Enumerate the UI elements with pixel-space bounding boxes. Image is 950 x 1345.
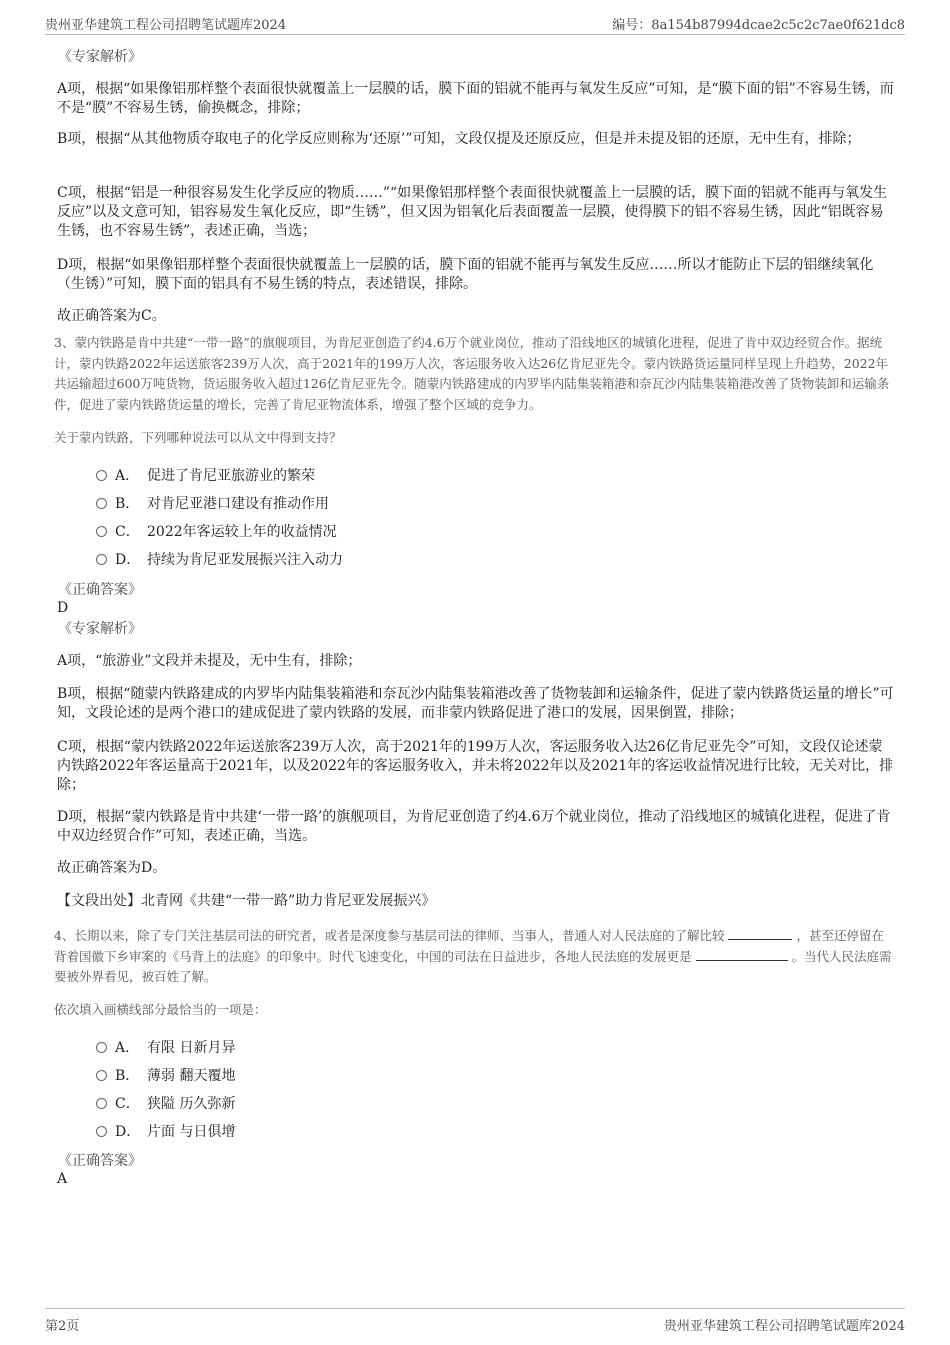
q4-passage-part-2: ，甚至还停留在背着国徽下乡审案的《马背上的法庭》的印象中。时代飞速变化，中国的司法在日益进步，各地人民法庭的发展更是 xyxy=(54,928,884,964)
radio-icon[interactable] xyxy=(96,1042,107,1053)
q3-answer-label: 《正确答案》 xyxy=(58,582,142,598)
option-letter: A． xyxy=(115,468,140,484)
option-text: 2022年客运较上年的收益情况 xyxy=(147,524,337,540)
q4-passage-part-1: 4、长期以来，除了专门关注基层司法的研究者，或者是深度参与基层司法的律师、当事人，普通人对人民法庭的了解比较 xyxy=(54,928,725,943)
option-letter: C． xyxy=(115,524,140,540)
radio-icon[interactable] xyxy=(96,1070,107,1081)
option-letter: B． xyxy=(115,496,140,512)
q4-answer-label: 《正确答案》 xyxy=(58,1153,142,1169)
page-footer xyxy=(45,1308,905,1335)
q3-conclusion: 故正确答案为D。 xyxy=(57,860,167,876)
page-header xyxy=(45,14,905,35)
q3-analysis-c: C项，根据“蒙内铁路2022年运送旅客239万人次，高于2021年的199万人次，客运服务收入达26亿肯尼亚先令”可知，文段仅论述蒙内铁路2022年客运量高于2021年，以及2022年的客运服务收入，并未将2022年以及2021年的客运收益情况进行比较，无关对比，排除； xyxy=(57,739,894,793)
q2-analysis-d: D项，根据“如果像铝那样整个表面很快就覆盖上一层膜的话，膜下面的铝就不能再与氧发生反应……所以才能防止下层的铝继续氧化（生锈）”可知，膜下面的铝具有不易生锈的特点，表述错误，排除。 xyxy=(57,257,874,292)
q3-source: 【文段出处】北青网《共建“一带一路”助力肯尼亚发展振兴》 xyxy=(57,893,436,909)
option-text: 薄弱 翻天覆地 xyxy=(147,1068,236,1084)
radio-icon[interactable] xyxy=(96,1126,107,1137)
q4-answer: A xyxy=(57,1171,68,1187)
q3-option-d[interactable] xyxy=(96,549,343,571)
page-number: 第2页 xyxy=(45,1319,80,1334)
q3-option-a[interactable] xyxy=(96,465,315,487)
q4-question: 依次填入画横线部分最恰当的一项是： xyxy=(54,1002,267,1017)
option-letter: D． xyxy=(115,552,141,568)
option-text: 有限 日新月异 xyxy=(147,1040,236,1056)
q4-option-b[interactable] xyxy=(96,1065,235,1087)
option-letter: C． xyxy=(115,1096,140,1112)
footer-title: 贵州亚华建筑工程公司招聘笔试题库2024 xyxy=(663,1319,905,1334)
radio-icon[interactable] xyxy=(96,1098,107,1109)
option-text: 促进了肯尼亚旅游业的繁荣 xyxy=(147,468,315,484)
header-serial-number: 编号：8a154b87994dcae2c5c2c7ae0f621dc8 xyxy=(612,18,905,33)
option-letter: B． xyxy=(115,1068,140,1084)
radio-icon[interactable] xyxy=(96,498,107,509)
q4-passage-part-3: 。当代人民法庭需要被外界看见，被百姓了解。 xyxy=(54,948,892,984)
q4-option-c[interactable] xyxy=(96,1093,235,1115)
q3-question: 关于蒙内铁路，下列哪种说法可以从文中得到支持？ xyxy=(54,430,342,445)
q3-option-c[interactable] xyxy=(96,521,337,543)
q2-analysis-b: B项，根据“从其他物质夺取电子的化学反应则称为‘还原’”可知，文段仅提及还原反应，但是并未提及铝的还原，无中生有，排除； xyxy=(57,131,861,147)
q3-analysis-label: 《专家解析》 xyxy=(58,621,142,637)
q4-passage xyxy=(54,926,896,988)
radio-icon[interactable] xyxy=(96,526,107,537)
q3-passage: 3、蒙内铁路是肯中共建“一带一路”的旗舰项目，为肯尼亚创造了约4.6万个就业岗位，推动了沿线地区的城镇化进程，促进了肯中双边经贸合作。据统计，蒙内铁路2022年运送旅客239万人次，高于2021年的199万人次，客运服务收入达26亿肯尼亚先令。蒙内铁路货运量同样呈现上升趋势，2022年共运输超过600万吨货物，货运服务收入超过126亿肯尼亚先令。随蒙内铁路建成的内罗毕内陆集装箱港和奈瓦沙内陆集装箱港改善了货物装卸和运输条件，促进了蒙内铁路货运量的增长，完善了肯尼亚物流体系，增强了整个区域的竞争力。 xyxy=(54,335,890,412)
q4-option-d[interactable] xyxy=(96,1121,235,1143)
q3-analysis-b: B项，根据“随蒙内铁路建成的内罗毕内陆集装箱港和奈瓦沙内陆集装箱港改善了货物装卸和运输条件，促进了蒙内铁路货运量的增长”可知，文段论述的是两个港口的建成促进了蒙内铁路的发展，而非蒙内铁路促进了港口的发展，因果倒置，排除； xyxy=(57,686,894,721)
q3-answer: D xyxy=(57,600,69,616)
option-text: 持续为肯尼亚发展振兴注入动力 xyxy=(147,552,343,568)
q3-option-b[interactable] xyxy=(96,493,329,515)
fill-blank-1 xyxy=(728,927,792,940)
option-text: 片面 与日俱增 xyxy=(147,1124,236,1140)
q2-analysis-c: C项，根据“铝是一种很容易发生化学反应的物质……”“如果像铝那样整个表面很快就覆盖上一层膜的话，膜下面的铝就不能再与氧发生反应”以及文意可知，铝容易发生氧化反应，即“生锈”，但又因为铝氧化后表面覆盖一层膜，使得膜下的铝不容易生锈，因此“铝既容易生锈，也不容易生锈”，表述正确，当选； xyxy=(57,185,888,239)
q2-conclusion: 故正确答案为C。 xyxy=(57,308,166,324)
q3-analysis-a: A项，“旅游业”文段并未提及，无中生有，排除； xyxy=(57,653,362,669)
q2-analysis-label: 《专家解析》 xyxy=(58,49,142,65)
q2-analysis-a: A项，根据“如果像铝那样整个表面很快就覆盖上一层膜的话，膜下面的铝就不能再与氧发生反应”可知，是“膜下面的铝”不容易生锈，而不是“膜”不容易生锈，偷换概念，排除； xyxy=(57,81,894,116)
radio-icon[interactable] xyxy=(96,554,107,565)
fill-blank-2 xyxy=(696,948,788,961)
radio-icon[interactable] xyxy=(96,470,107,481)
option-text: 狭隘 历久弥新 xyxy=(147,1096,236,1112)
option-text: 对肯尼亚港口建设有推动作用 xyxy=(147,496,329,512)
option-letter: D． xyxy=(115,1124,141,1140)
q4-option-a[interactable] xyxy=(96,1037,235,1059)
option-letter: A． xyxy=(115,1040,140,1056)
q3-analysis-d: D项，根据“蒙内铁路是肯中共建‘一带一路’的旗舰项目，为肯尼亚创造了约4.6万个就业岗位，推动了沿线地区的城镇化进程，促进了肯中双边经贸合作”可知，表述正确，当选。 xyxy=(57,809,891,844)
header-title: 贵州亚华建筑工程公司招聘笔试题库2024 xyxy=(45,18,287,33)
